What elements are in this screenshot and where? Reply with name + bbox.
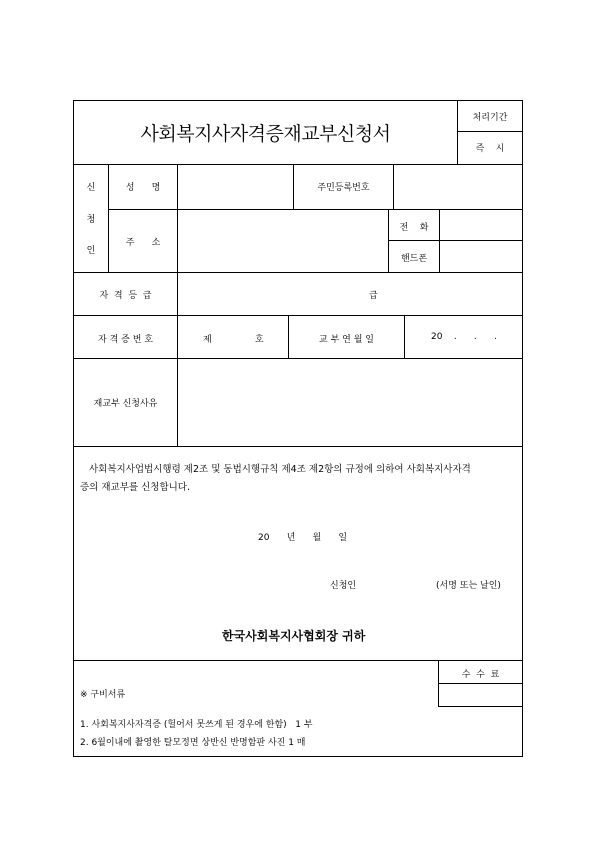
issue-date-label: 교 부 연 월 일 (319, 335, 374, 345)
applicant-label-3: 인 (86, 246, 96, 256)
document-item-1: 1. 사회복지사자격증 (헐어서 못쓰게 된 경우에 한함) 1 부 (80, 720, 313, 730)
form-border-right (522, 100, 523, 757)
address-field[interactable] (178, 210, 388, 272)
processing-period-label: 처리기간 (472, 113, 508, 123)
form-title: 사회복지사자격증재교부신청서 (140, 123, 391, 145)
cert-number-suffix: 호 (255, 335, 264, 345)
application-date: 20 년 월 일 (258, 533, 348, 543)
document-item-2: 2. 6월이내에 촬영한 탈모정면 상반신 반명함판 사진 1 매 (80, 738, 306, 748)
statement-line-1: 사회복지사업법시행령 제2조 및 동법시행규칙 제4조 제2항의 규정에 의하여 사회복지사자격 (89, 464, 471, 475)
reason-field[interactable] (178, 359, 522, 446)
statement-line-2: 증의 재교부를 신청합니다. (80, 482, 191, 493)
fee-box-bottom (438, 706, 523, 707)
cert-number-prefix: 제 (203, 335, 212, 345)
applicant-label-1: 신 (86, 183, 96, 193)
address-label: 주 소 (125, 238, 161, 248)
name-label: 성 명 (125, 183, 161, 193)
processing-period-value: 즉 시 (475, 144, 505, 154)
recipient: 한국사회복지사협회장 귀하 (222, 629, 366, 643)
row-line-4 (73, 315, 523, 316)
name-field[interactable] (178, 165, 293, 209)
resident-number-label: 주민등록번호 (317, 183, 370, 193)
phone-label: 전 화 (399, 223, 429, 233)
reason-label: 재교부 신청사유 (93, 399, 158, 409)
issue-date-value[interactable]: 20 . . . (431, 332, 497, 342)
grade-unit: 급 (369, 291, 378, 301)
mobile-label: 핸드폰 (400, 254, 428, 264)
resident-number-field[interactable] (394, 165, 522, 209)
grade-label: 자 격 등 급 (99, 291, 152, 301)
cert-number-field[interactable] (214, 316, 252, 358)
phone-field[interactable] (440, 210, 522, 240)
cert-number-label: 자 격 증 번 호 (98, 335, 153, 345)
fee-field[interactable] (439, 684, 522, 706)
grade-field[interactable] (178, 273, 522, 315)
row-line-6 (73, 446, 523, 447)
form-border-bottom (73, 756, 523, 757)
cert-col-divider-2 (404, 315, 405, 358)
fee-label: 수 수 료 (461, 670, 500, 680)
signer-label: 신청인 (330, 581, 357, 591)
row-line-7 (73, 660, 523, 661)
documents-header: ※ 구비서류 (80, 690, 126, 700)
mobile-field[interactable] (440, 241, 522, 272)
processing-divider (457, 131, 522, 132)
form-border-left (73, 100, 74, 757)
signature-note: (서명 또는 날인) (436, 581, 501, 591)
applicant-label-2: 청 (86, 215, 96, 225)
